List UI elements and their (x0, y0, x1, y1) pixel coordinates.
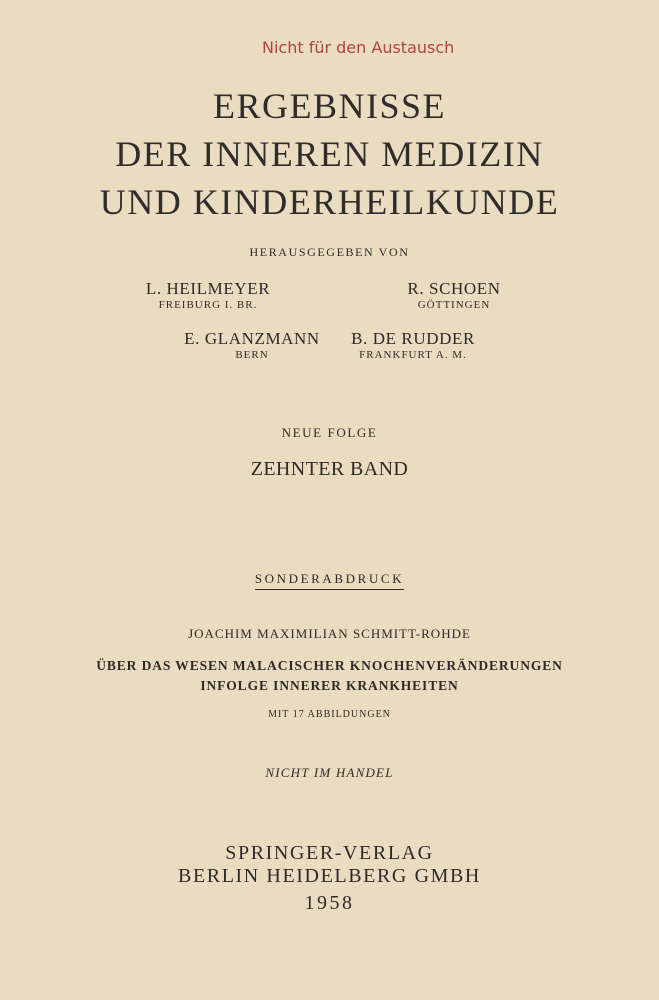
editor-schoen (334, 280, 574, 311)
editor-place: BERN (235, 349, 269, 361)
stamp-note: Nicht für den Austausch (262, 38, 455, 57)
editor-heilmeyer (88, 280, 328, 311)
publisher-name: SPRINGER-VERLAG (225, 842, 434, 864)
not-for-sale: NICHT IM HANDEL (265, 765, 394, 780)
series-title-line-2: DER INNEREN MEDIZIN (115, 134, 544, 174)
publisher-city: BERLIN HEIDELBERG GMBH (178, 865, 481, 887)
edited-by-label: HERAUSGEGEBEN VON (249, 245, 410, 259)
work-title-line-1: ÜBER DAS WESEN MALACISCHER KNOCHENVERÄNDERUNGEN (96, 658, 563, 673)
publication-year: 1958 (304, 892, 355, 914)
offprint-label: SONDERABDRUCK (255, 572, 404, 590)
author-name: JOACHIM MAXIMILIAN SCHMITT-ROHDE (188, 626, 471, 641)
volume-label: ZEHNTER BAND (250, 458, 409, 480)
figures-note: MIT 17 ABBILDUNGEN (268, 709, 391, 720)
editor-name: R. SCHOEN (407, 279, 501, 298)
editor-place: FREIBURG I. BR. (158, 299, 258, 311)
work-title-line-2: INFOLGE INNERER KRANKHEITEN (200, 678, 459, 693)
editor-de-rudder (293, 330, 533, 361)
editor-place: FRANKFURT A. M. (359, 349, 467, 361)
series-title-line-1: ERGEBNISSE (212, 86, 447, 126)
editor-place: GÖTTINGEN (417, 299, 491, 311)
series-label: NEUE FOLGE (281, 425, 378, 440)
editor-name: E. GLANZMANN (184, 329, 320, 348)
series-title-line-3: UND KINDERHEILKUNDE (99, 182, 560, 222)
editor-name: B. DE RUDDER (351, 329, 475, 348)
editor-name: L. HEILMEYER (145, 279, 271, 298)
offprint-block (0, 568, 659, 590)
